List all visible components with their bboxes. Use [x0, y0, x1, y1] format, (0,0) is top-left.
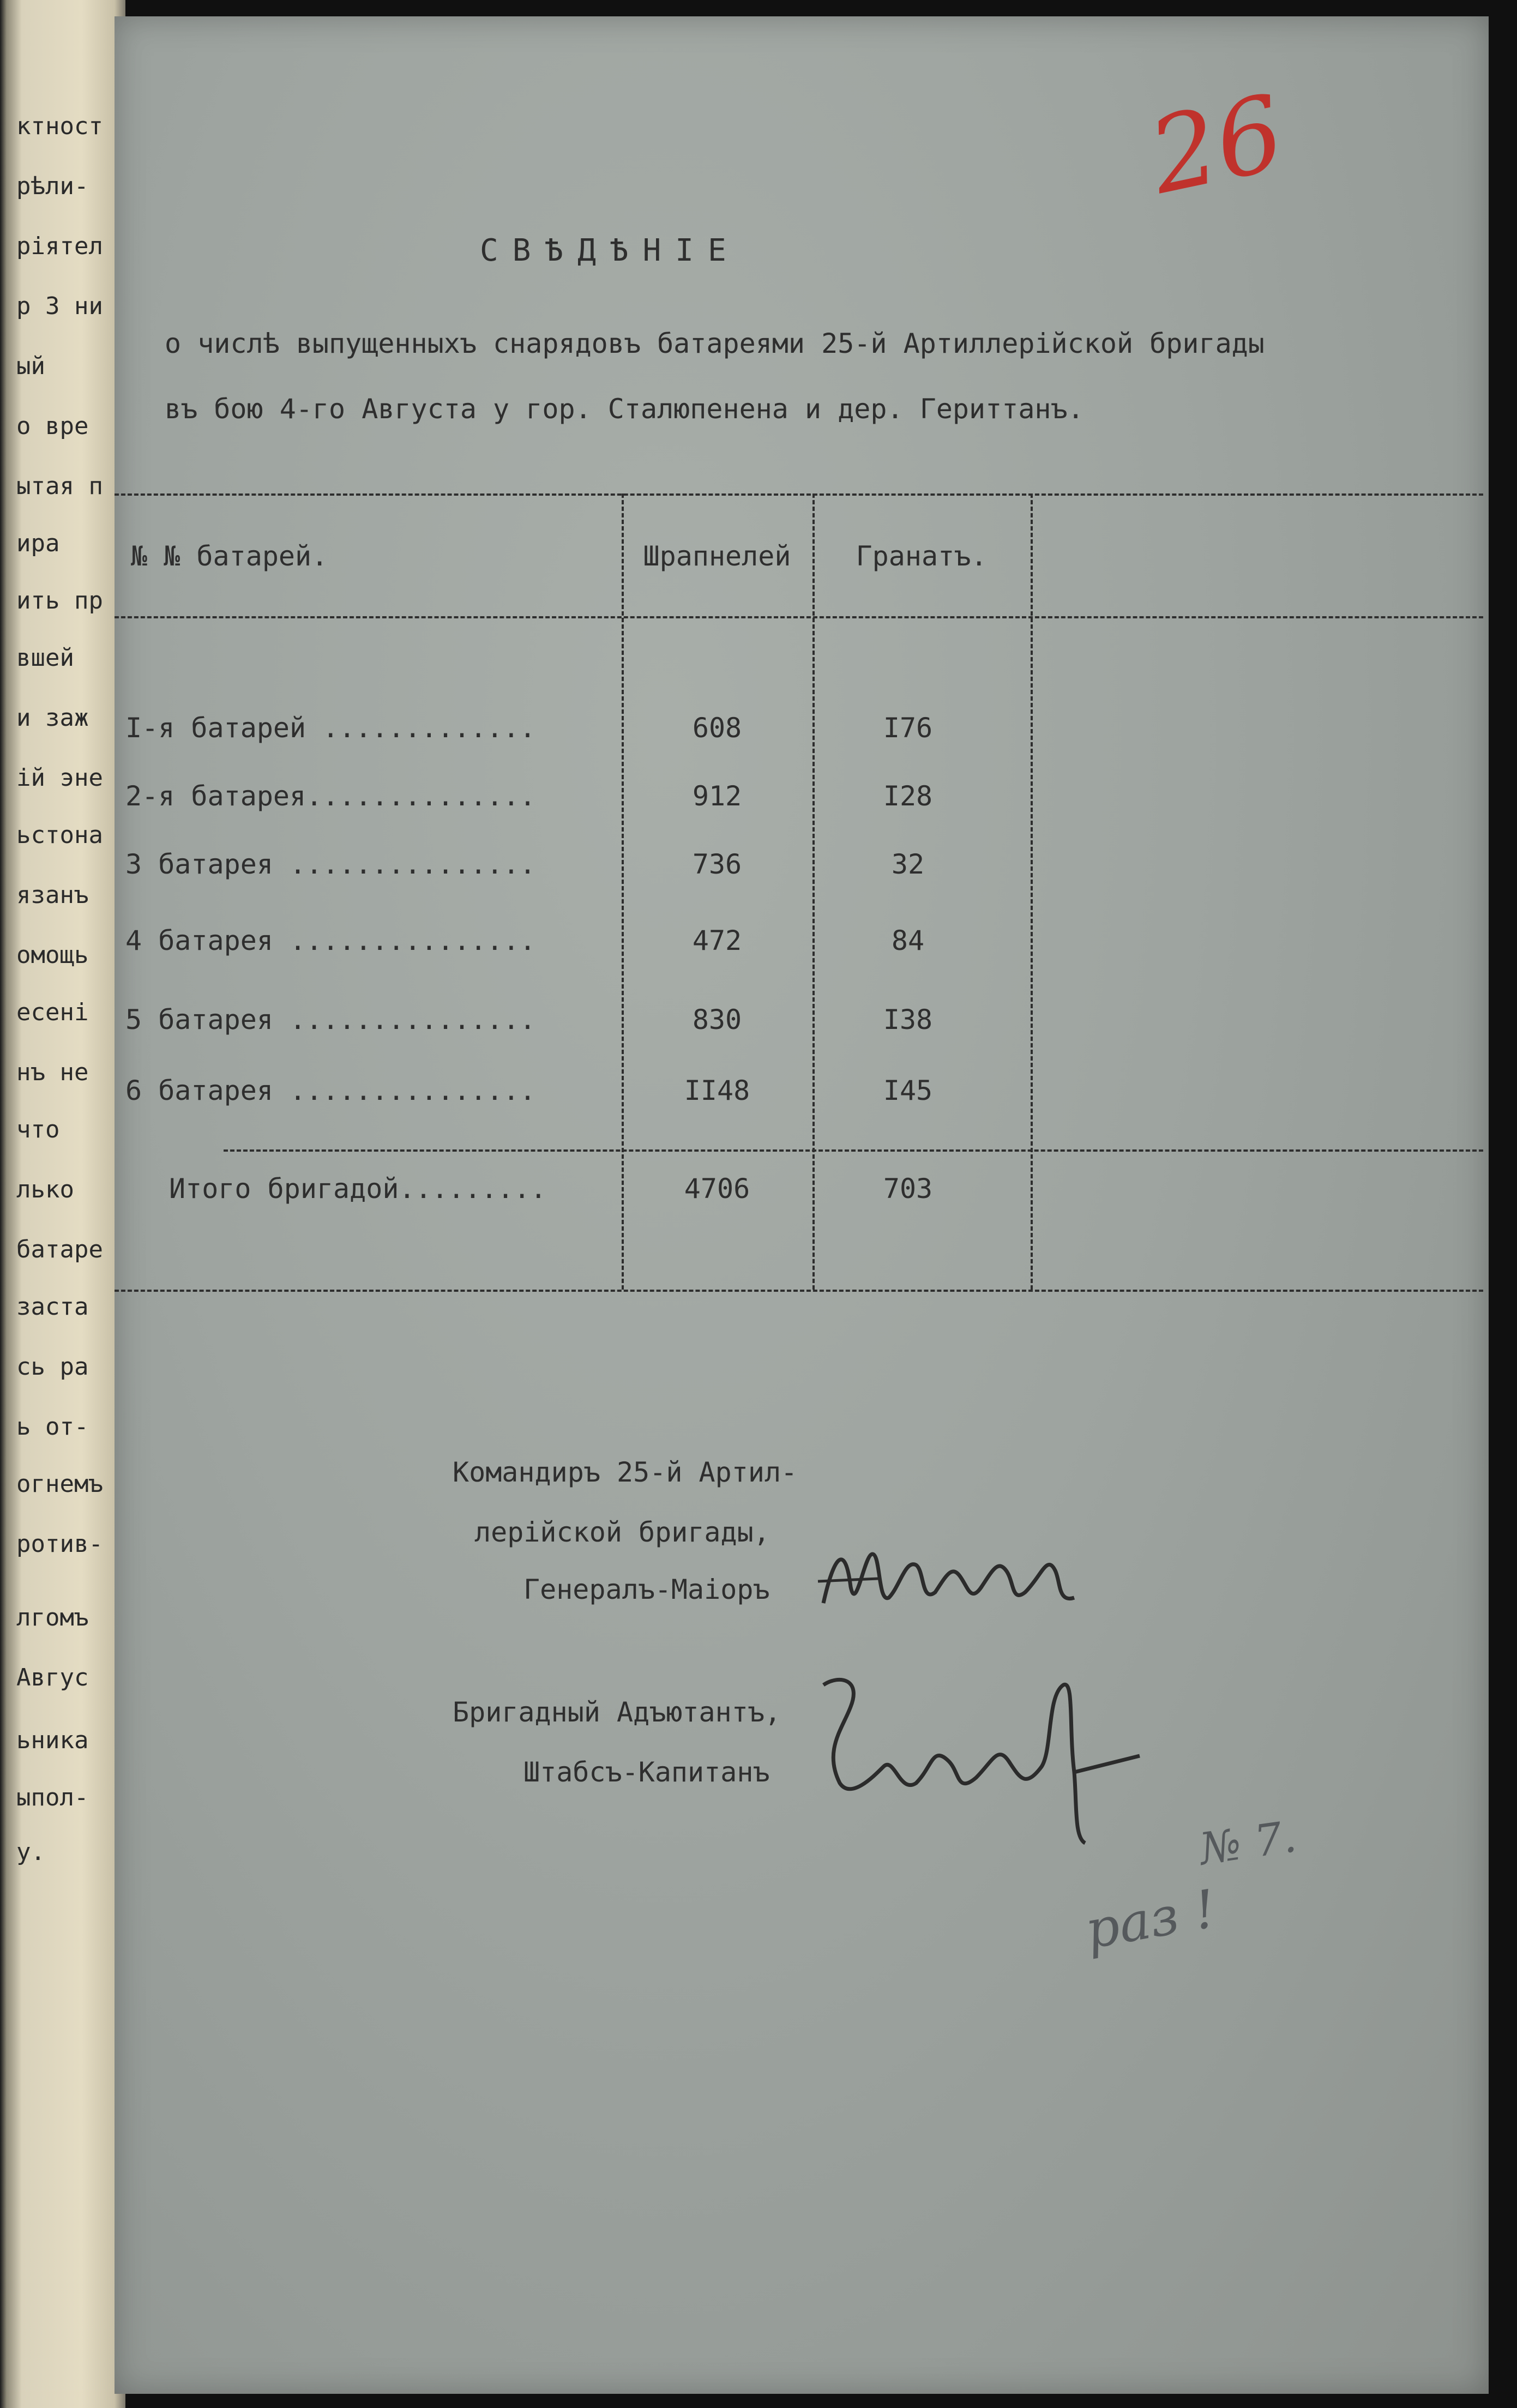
previous-page-fragment: заста	[16, 1293, 89, 1321]
previous-page-fragment: ій эне	[16, 764, 103, 792]
grenade-count: I28	[883, 780, 933, 812]
previous-page-fragment: о вре	[16, 412, 89, 440]
shrapnel-count: II48	[684, 1075, 750, 1106]
pencil-note-line-1: № 7.	[1196, 1811, 1300, 1875]
previous-page-fragment: у.	[16, 1838, 45, 1866]
shrapnel-count: 472	[692, 925, 742, 956]
intro-line-1: о числѣ выпущенныхъ снарядовъ батареями 25-й Артиллерійской бригады	[165, 328, 1265, 359]
battery-name: 6 батарея ...............	[125, 1075, 536, 1106]
previous-page-fragment: есені	[16, 998, 89, 1026]
shrapnel-count: 736	[692, 848, 742, 880]
battery-name: 4 батарея ...............	[125, 925, 536, 956]
previous-page-fragment: лько	[16, 1176, 74, 1203]
grenade-count: 84	[891, 925, 925, 956]
commander-title-line-2: лерійской бригады,	[474, 1516, 770, 1548]
folio-number: 26	[1140, 72, 1294, 218]
grenade-count: I45	[883, 1075, 933, 1106]
table-top-rule	[115, 493, 1483, 496]
adjutant-signature	[791, 1663, 1172, 1859]
previous-page-fragment: ріятел	[16, 232, 103, 260]
table-column-divider-3	[1031, 493, 1033, 1290]
previous-page-fragment: лгомъ	[16, 1604, 89, 1632]
grenade-count: I38	[883, 1004, 933, 1036]
battery-name: I-я батарей .............	[125, 712, 536, 744]
previous-page-fragment: и заж	[16, 704, 89, 732]
battery-name: 3 батарея ...............	[125, 848, 536, 880]
previous-page-fragment: омощь	[16, 941, 89, 969]
previous-page-fragment: ыпол-	[16, 1784, 89, 1811]
previous-page-fragment: язанъ	[16, 881, 89, 909]
total-grenades: 703	[883, 1173, 933, 1205]
commander-rank: Генералъ-Маіоръ	[523, 1574, 770, 1605]
previous-page-fragment: ить пр	[16, 587, 103, 615]
table-header-rule	[115, 616, 1483, 618]
previous-page-fragment: р 3 ни	[16, 292, 103, 320]
shrapnel-count: 912	[692, 780, 742, 812]
previous-page-fragment: ротив-	[16, 1530, 103, 1558]
previous-page-fragment: ктност	[16, 112, 103, 140]
battery-name: 5 батарея ...............	[125, 1004, 536, 1036]
commander-signature	[812, 1521, 1085, 1630]
adjutant-rank: Штабсъ-Капитанъ	[523, 1756, 770, 1788]
previous-page-fragment: вшей	[16, 644, 74, 672]
total-label: Итого бригадой.........	[169, 1173, 547, 1205]
previous-page-fragment: что	[16, 1116, 60, 1143]
table-column-divider-2	[812, 493, 815, 1290]
previous-page-edge	[0, 0, 125, 2408]
previous-page-fragment: сь ра	[16, 1353, 89, 1381]
table-bottom-rule	[115, 1290, 1483, 1292]
grenade-count: 32	[891, 848, 925, 880]
total-shrapnel: 4706	[684, 1173, 750, 1205]
header-grenades: Гранатъ.	[856, 540, 988, 572]
previous-page-fragment: Авгус	[16, 1664, 89, 1691]
shrapnel-count: 830	[692, 1004, 742, 1036]
previous-page-fragment: ытая п	[16, 472, 103, 500]
previous-page-fragment: ый	[16, 352, 45, 380]
commander-title-line-1: Командиръ 25-й Артил-	[453, 1456, 798, 1488]
document-title: СВѢДѢНІЕ	[480, 233, 741, 268]
previous-page-fragment: ьстона	[16, 821, 103, 849]
grenade-count: I76	[883, 712, 933, 744]
table-total-rule	[224, 1149, 1483, 1152]
pencil-note-line-2: раз !	[1081, 1878, 1221, 1961]
intro-line-2: въ бою 4-го Августа у гор. Сталюпенена и дер. Гериттанъ.	[165, 393, 1084, 425]
previous-page-fragment: ь от-	[16, 1413, 89, 1441]
adjutant-title: Бригадный Адъютантъ,	[453, 1696, 781, 1728]
previous-page-fragment: огнемъ	[16, 1470, 103, 1498]
battery-name: 2-я батарея..............	[125, 780, 536, 812]
header-battery: № № батарей.	[131, 540, 328, 572]
previous-page-fragment: батаре	[16, 1236, 103, 1263]
header-shrapnel: Шрапнелей	[643, 540, 791, 572]
previous-page-fragment: рѣли-	[16, 172, 89, 200]
previous-page-fragment: ьника	[16, 1726, 89, 1754]
document-page	[115, 16, 1489, 2394]
table-column-divider-1	[622, 493, 624, 1290]
previous-page-fragment: нъ не	[16, 1058, 89, 1086]
shrapnel-count: 608	[692, 712, 742, 744]
previous-page-fragment: ира	[16, 529, 60, 557]
